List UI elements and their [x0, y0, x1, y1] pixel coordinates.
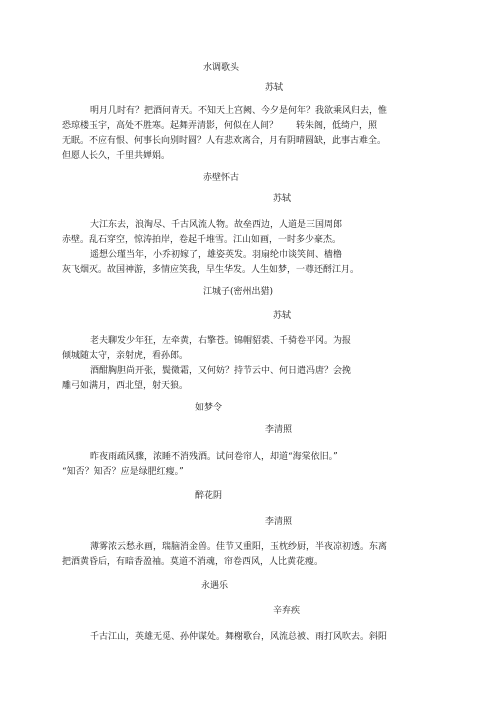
- poem-body: [62, 540, 434, 570]
- poem-line: 雕弓如满月，西北望，射天狼。: [62, 381, 189, 391]
- poem-body: [62, 104, 434, 164]
- poem-body: [62, 450, 434, 480]
- poem-title: 水调歌头: [203, 63, 240, 73]
- poem-title: 如梦令: [195, 403, 223, 413]
- poem-author: 李清照: [265, 425, 293, 435]
- poem-line: 老夫聊发少年狂，左牵黄，右擎苍。锦帽貂裘、千骑卷平冈。为报: [90, 336, 352, 346]
- poem-line: 昨夜雨疏风骤，浓睡不消残酒。试问卷帘人，却道“海棠依旧。”: [90, 452, 338, 462]
- poem-line: “知否？知否？应是绿肥红瘦。”: [62, 467, 184, 477]
- poem-body: [62, 334, 434, 394]
- poem-line: 千古江山，英雄无觅、孙仲谋处。舞榭歌台，风流总被、雨打风吹去。斜阳: [90, 632, 388, 642]
- poem-line: 灰飞烟灭。故国神游，多情应笑我，早生华发。人生如梦，一尊还酹江月。: [62, 265, 360, 275]
- poem-title: 醉花阴: [195, 491, 223, 501]
- poem-title: 永遇乐: [201, 581, 229, 591]
- poem-author: 苏轼: [273, 311, 292, 321]
- poem-line: 但愿人长久，千里共婵娟。: [62, 151, 171, 161]
- poem-line: 无眠。不应有恨、何事长向别时圆？人有悲欢离合，月有阴晴圆缺，此事古难全。: [62, 136, 387, 146]
- poem-line: 薄雾浓云愁永画，瑞脑消金兽。佳节又重阳，玉枕纱厨，半夜凉初透。东离: [90, 542, 388, 552]
- poem-author: 苏轼: [265, 83, 284, 93]
- poem-title: 江城子(密州出猎): [203, 287, 274, 297]
- poem-line: 酒酣胸胆尚开张，鬓微霜，又何妨？持节云中、何日遣冯唐？会挽: [90, 366, 352, 376]
- poem-body: [62, 630, 434, 645]
- poem-author: 苏轼: [273, 194, 292, 204]
- poem-body: [62, 218, 434, 278]
- poem-title: 赤壁怀古: [203, 173, 240, 183]
- poem-line: 把酒黄昏后，有暗香盈袖。莫道不消魂，帘卷西风，人比黄花瘦。: [62, 557, 324, 567]
- poem-author: 李清照: [265, 517, 293, 527]
- poem-author: 辛弃疾: [273, 606, 301, 616]
- poem-line: 恐琼楼玉宇，高处不胜寒。起舞弄清影，何似在人间？ 转朱阁，低绮户，照: [62, 121, 378, 131]
- poem-line: 遥想公瑾当年，小乔初嫁了，雄姿英发。羽扇纶巾谈笑间、樯橹: [90, 250, 343, 260]
- poem-line: 倾城随太守，亲射虎，看孙郎。: [62, 351, 189, 361]
- poem-line: 明月几时有？把酒问青天。不知天上宫阙、今夕是何年？我欲乘风归去，惟: [90, 106, 388, 116]
- poem-line: 大江东去，浪淘尽、千古风流人物。故垒西边，人道是三国周郎: [90, 220, 343, 230]
- poem-line: 赤壁。乱石穿空，惊涛拍岸，卷起千堆雪。江山如画，一时多少豪杰。: [62, 235, 342, 245]
